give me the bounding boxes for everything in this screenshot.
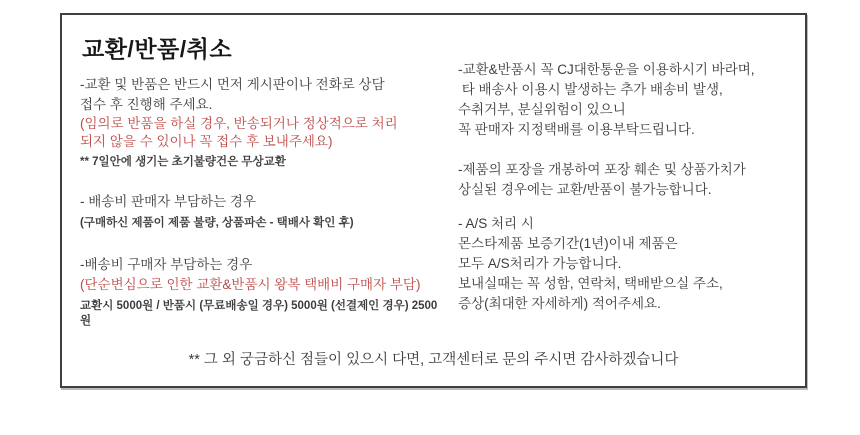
policy-line: 접수 후 진행해 주세요. xyxy=(80,97,213,112)
footer-note: ** 그 외 궁금하신 점들이 있으시 다면, 고객센터로 문의 주시면 감사하겠습니다 xyxy=(188,352,679,368)
defect-note: ** 7일안에 생기는 초기불량건은 무상교환 xyxy=(80,156,286,168)
policy-line: 꼭 판매자 지정택배를 이용부탁드립니다. xyxy=(458,122,695,137)
as-service-block xyxy=(458,214,808,314)
policy-line: 모두 A/S처리가 가능합니다. xyxy=(458,256,622,271)
policy-line: -제품의 포장을 개봉하여 포장 훼손 및 상품가치가 xyxy=(458,162,746,177)
policy-card xyxy=(60,13,807,388)
warning-line: (단순변심으로 인한 교환&반품시 왕복 택배비 구매자 부담) xyxy=(80,277,421,292)
courier-block xyxy=(458,60,808,140)
buyer-pays-block xyxy=(80,255,440,329)
policy-heading: - 배송비 판매자 부담하는 경우 xyxy=(80,194,256,209)
policy-line: 보내실때는 꼭 성함, 연락처, 택배받으실 주소, xyxy=(458,276,723,291)
policy-line: -교환&반품시 꼭 CJ대한통운을 이용하시기 바라며, xyxy=(458,62,755,77)
policy-line: - A/S 처리 시 xyxy=(458,216,534,231)
packaging-block xyxy=(458,160,808,200)
page-title: 교환/반품/취소 xyxy=(82,36,233,62)
policy-line: 증상(최대한 자세하게) 적어주세요. xyxy=(458,296,661,311)
policy-line: 타 배송사 이용시 발생하는 추가 배송비 발생, xyxy=(458,82,723,97)
policy-line: 상실된 경우에는 교환/반품이 불가능합니다. xyxy=(458,182,712,197)
policy-line: 몬스타제품 보증기간(1년)이내 제품은 xyxy=(458,236,678,251)
policy-line: 수취거부, 분실위험이 있으니 xyxy=(458,102,626,117)
left-column xyxy=(80,75,440,329)
warning-line: 되지 않을 수 있이나 꼭 접수 후 보내주세요) xyxy=(80,134,333,149)
policy-line: -교환 및 반품은 반드시 먼저 게시판이나 전화로 상담 xyxy=(80,77,385,92)
policy-heading: -배송비 구매자 부담하는 경우 xyxy=(80,257,253,272)
fee-note: 교환시 5000원 / 반품시 (무료배송일 경우) 5000원 (선결제인 경우) 2500원 xyxy=(80,300,438,327)
seller-pays-block xyxy=(80,192,440,231)
seller-note: (구매하신 제품이 제품 불량, 상품파손 - 택배사 확인 후) xyxy=(80,217,354,229)
warning-line: (임의로 반품을 하실 경우, 반송되거나 정상적으로 처리 xyxy=(80,116,398,131)
return-procedure-block xyxy=(80,75,440,170)
right-column xyxy=(458,60,808,314)
